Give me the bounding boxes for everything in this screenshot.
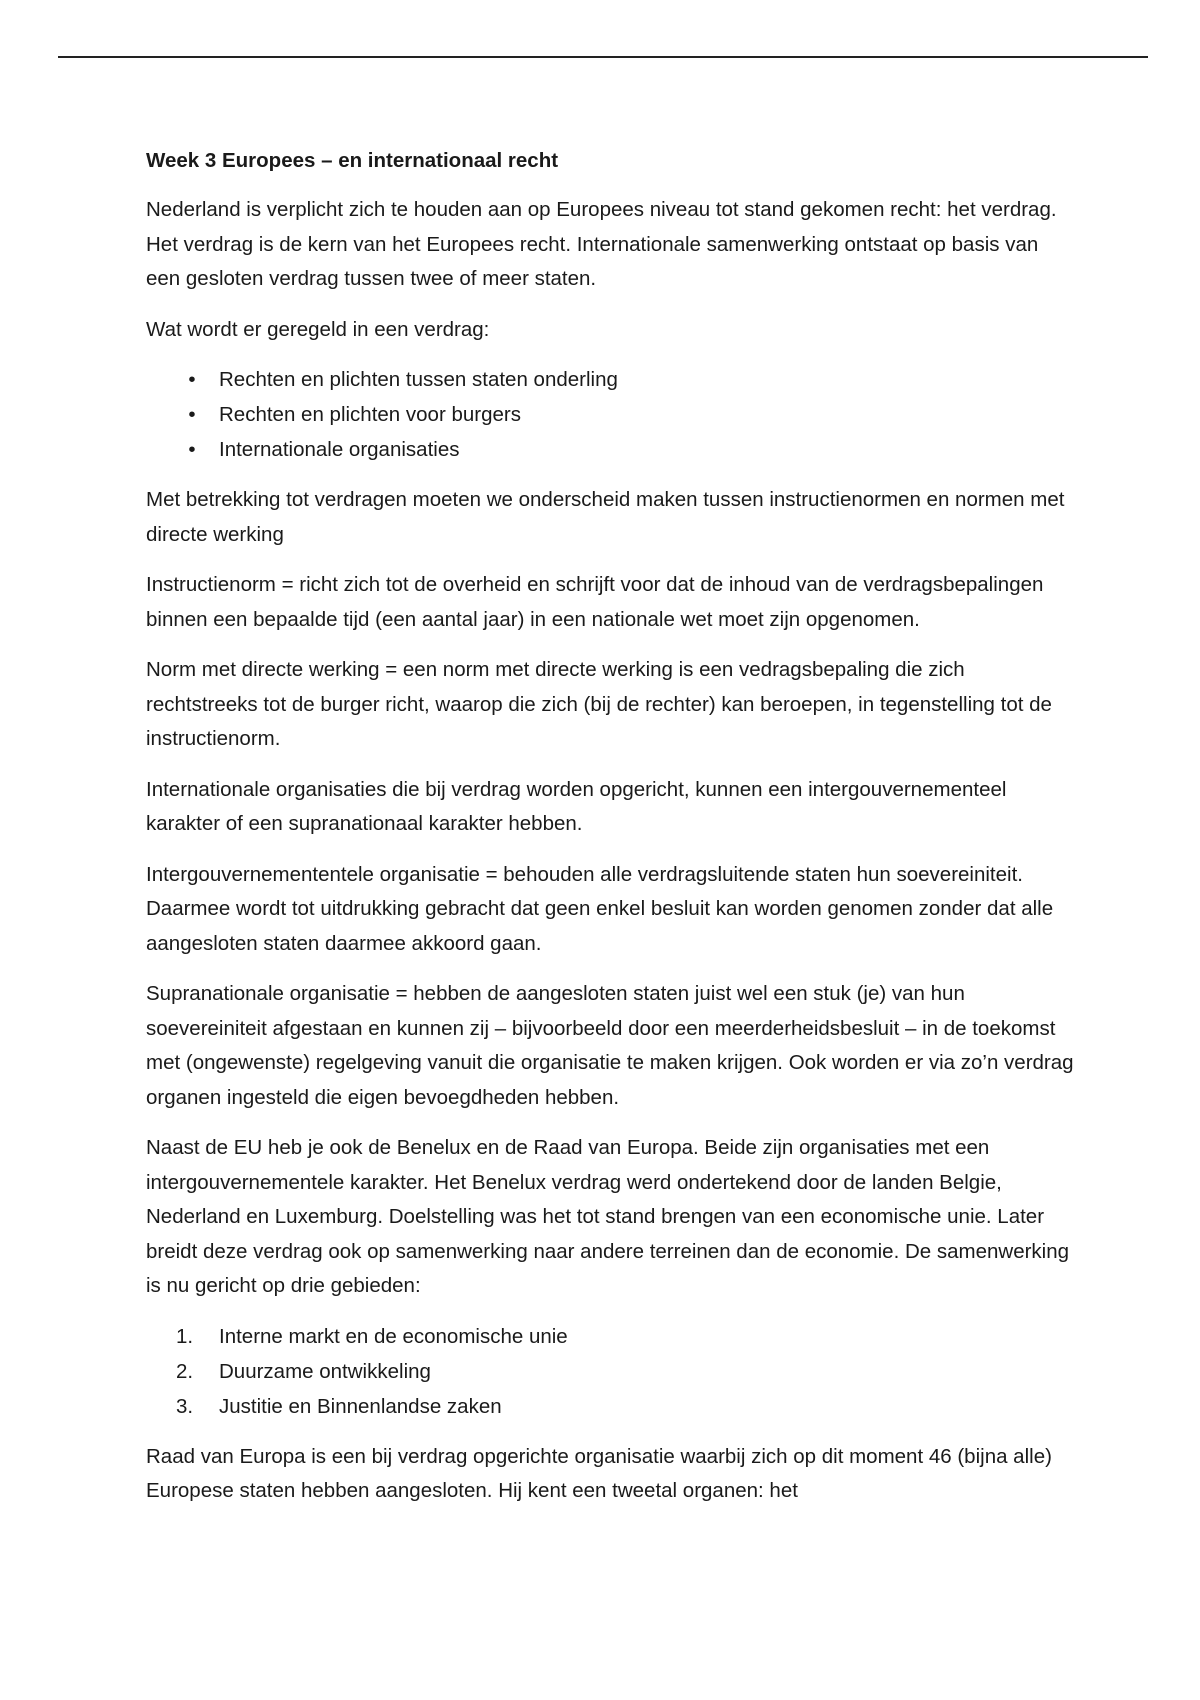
list-item — [146, 1319, 1076, 1354]
bullet-icon: • — [188, 368, 196, 391]
list-item — [146, 1354, 1076, 1389]
list-item-text: Duurzame ontwikkeling — [219, 1359, 431, 1383]
list-item — [146, 1389, 1076, 1424]
paragraph-intro: Nederland is verplicht zich te houden aan op Europees niveau tot stand gekomen recht: het verdrag. Het verdrag is de kern van het Europees recht. Internationale samenwerking ontstaat op basis van een gesloten verdrag tussen twee of meer staten. — [146, 198, 1057, 290]
paragraph: Raad van Europa is een bij verdrag opgerichte organisatie waarbij zich op dit moment 46 (bijna alle) Europese staten hebben aangesloten. Hij kent een tweetal organen: het — [146, 1444, 1052, 1502]
bullet-list — [146, 362, 1076, 467]
list-item-text: Rechten en plichten voor burgers — [219, 403, 521, 426]
page-title: Week 3 Europees – en internationaal recht — [146, 149, 559, 172]
paragraph: Naast de EU heb je ook de Benelux en de Raad van Europa. Beide zijn organisaties met een intergouvernementele karakter. Het Benelux verdrag werd ondertekend door de landen Belgie, Nederland en Luxemburg. Doelstelling was het tot stand brengen van een economische unie. Later breidt deze verdrag ook op samenwerking naar andere terreinen dan de economie. De samenwerking is nu gericht op drie gebieden: — [146, 1136, 1070, 1297]
list-item — [146, 397, 1076, 432]
list-number: 2. — [176, 1359, 194, 1383]
list-item-text: Rechten en plichten tussen staten onderling — [219, 368, 618, 391]
paragraph: Met betrekking tot verdragen moeten we onderscheid maken tussen instructienormen en normen met directe werking — [146, 488, 1065, 546]
bullet-icon: • — [188, 403, 196, 426]
numbered-list — [146, 1319, 1076, 1424]
paragraph: Intergouvernemententele organisatie = behouden alle verdragsluitende staten hun soevereiniteit. Daarmee wordt tot uitdrukking gebracht dat geen enkel besluit kan worden genomen zonder dat alle aangesloten staten daarmee akkoord gaan. — [146, 862, 1054, 955]
paragraph-list-intro: Wat wordt er geregeld in een verdrag: — [146, 317, 490, 341]
list-number: 3. — [176, 1394, 194, 1418]
list-item-text: Internationale organisaties — [219, 438, 460, 461]
list-number: 1. — [176, 1324, 194, 1348]
paragraph: Internationale organisaties die bij verdrag worden opgericht, kunnen een intergouvernementeel karakter of een supranationaal karakter hebben. — [146, 777, 1007, 835]
list-item-text: Interne markt en de economische unie — [219, 1324, 568, 1348]
paragraph: Instructienorm = richt zich tot de overheid en schrijft voor dat de inhoud van de verdragsbepalingen binnen een bepaalde tijd (een aantal jaar) in een nationale wet moet zijn opgenomen. — [146, 573, 1044, 631]
list-item — [146, 432, 1076, 467]
list-item-text: Justitie en Binnenlandse zaken — [219, 1394, 502, 1418]
list-item — [146, 362, 1076, 397]
header-rule — [58, 56, 1148, 58]
paragraph: Norm met directe werking = een norm met directe werking is een vedragsbepaling die zich rechtstreeks tot de burger richt, waarop die zich (bij de rechter) kan beroepen, in tegenstelling tot de instructienorm. — [146, 658, 1052, 750]
bullet-icon: • — [188, 438, 196, 461]
document-body — [146, 144, 1076, 1525]
paragraph: Supranationale organisatie = hebben de aangesloten staten juist wel een stuk (je) van hun soevereiniteit afgestaan en kunnen zij – bijvoorbeeld door een meerderheidsbesluit – in de toekomst met (ongewenste) regelgeving vanuit die organisatie te maken krijgen. Ook worden er via zo’n verdrag organen ingesteld die eigen bevoegdheden hebben. — [146, 982, 1074, 1109]
